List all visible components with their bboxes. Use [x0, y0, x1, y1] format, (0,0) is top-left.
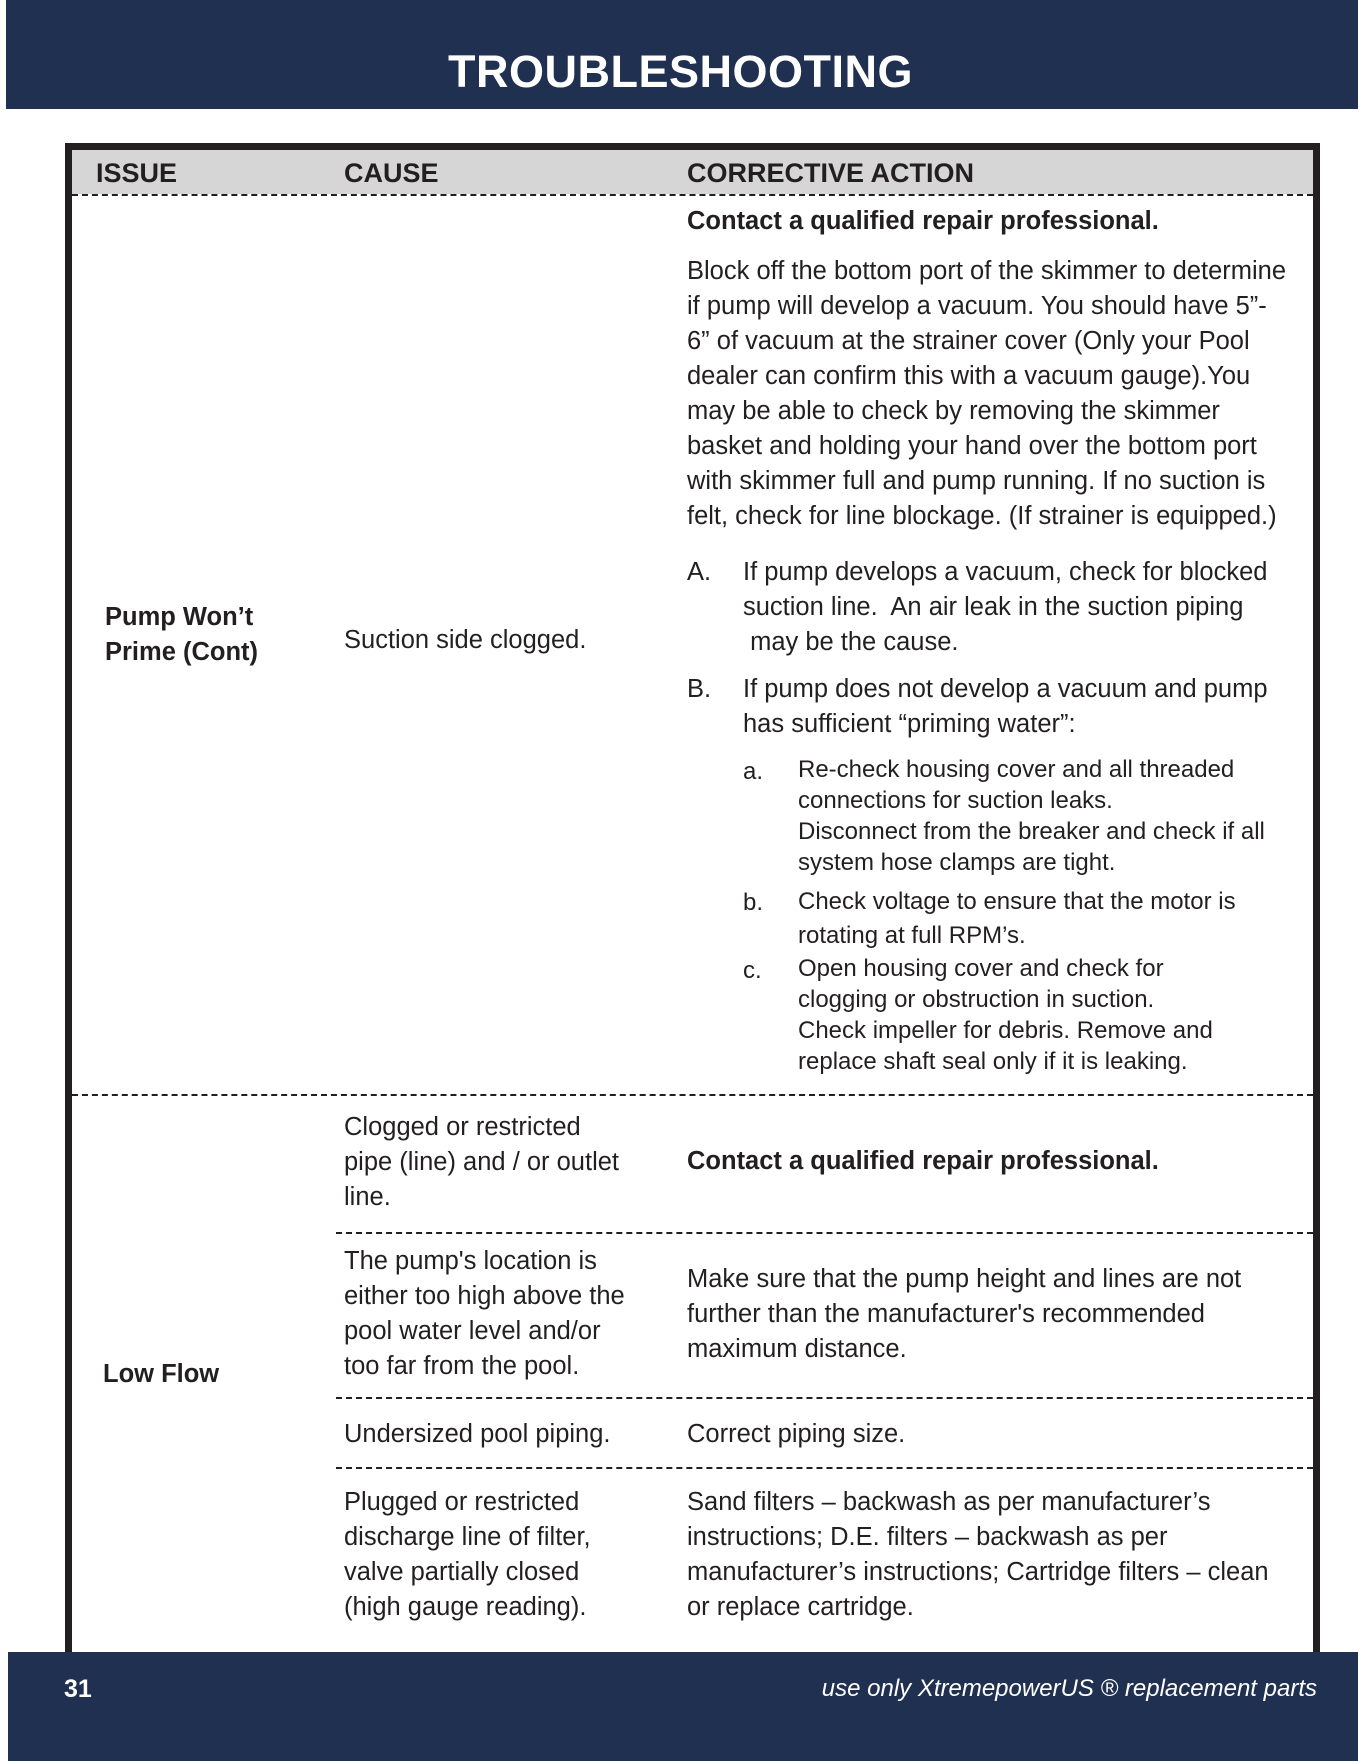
column-header-cause: CAUSE — [344, 158, 439, 188]
list-marker-c: c. — [743, 957, 762, 984]
list-item-line: clogging or obstruction in suction. — [798, 986, 1155, 1013]
paragraph-line: Block off the bottom port of the skimmer to determine — [687, 257, 1287, 285]
action-line: Sand filters – backwash as per manufacturer’s — [687, 1488, 1211, 1516]
action-text — [687, 1262, 1241, 1367]
cause-line: too far from the pool. — [344, 1352, 580, 1380]
contact-professional-text: Contact a qualified repair professional. — [687, 1147, 1159, 1175]
list-item-line: Open housing cover and check for — [798, 955, 1164, 982]
page-title: TROUBLESHOOTING — [448, 46, 913, 97]
list-item-line: Disconnect from the breaker and check if all — [798, 818, 1265, 845]
list-item-line: may be the cause. — [743, 628, 959, 656]
list-item-line: If pump develops a vacuum, check for blocked — [743, 558, 1268, 586]
cause-line: pipe (line) and / or outlet — [344, 1148, 619, 1176]
action-line: further than the manufacturer's recommended — [687, 1300, 1205, 1328]
row-divider — [72, 1094, 1313, 1096]
action-line: Make sure that the pump height and lines are not — [687, 1265, 1242, 1293]
list-item-line: Re-check housing cover and all threaded — [798, 756, 1235, 783]
cause-text: Undersized pool piping. — [344, 1420, 611, 1448]
paragraph-line: basket and holding your hand over the bottom port — [687, 432, 1257, 460]
issue-label — [105, 600, 258, 670]
cause-line: valve partially closed — [344, 1558, 580, 1586]
cause-line: (high gauge reading). — [344, 1593, 587, 1621]
list-marker-B: B. — [687, 675, 712, 703]
column-header-issue: ISSUE — [96, 158, 178, 188]
sub-row-divider — [336, 1397, 1313, 1399]
list-item-line: has sufficient “priming water”: — [743, 710, 1076, 738]
action-line: or replace cartridge. — [687, 1593, 914, 1621]
action-line: instructions; D.E. filters – backwash as per — [687, 1523, 1168, 1551]
issue-label: Low Flow — [103, 1360, 220, 1388]
vacuum-check-paragraph — [687, 254, 1286, 534]
paragraph-line: with skimmer full and pump running. If no suction is — [687, 467, 1266, 495]
footer-note: use only XtremepowerUS ® replacement parts — [821, 1675, 1317, 1702]
footer-bar — [8, 1652, 1358, 1761]
list-marker-A: A. — [687, 558, 712, 586]
list-item-B — [743, 672, 1268, 742]
paragraph-line: if pump will develop a vacuum. You should have 5”- — [687, 292, 1267, 320]
sub-row-divider — [336, 1467, 1313, 1469]
list-item-line: Check impeller for debris. Remove and — [798, 1017, 1213, 1044]
cause-text: Suction side clogged. — [344, 626, 587, 654]
list-item-a — [798, 754, 1265, 878]
list-item-A — [743, 555, 1267, 660]
action-text — [687, 1485, 1269, 1625]
list-item-b — [798, 885, 1236, 953]
paragraph-line: felt, check for line blockage. (If strainer is equipped.) — [687, 502, 1277, 530]
sub-row-divider — [336, 1232, 1313, 1234]
contact-professional-text: Contact a qualified repair professional. — [687, 207, 1159, 235]
cause-line: either too high above the — [344, 1282, 625, 1310]
cause-line: discharge line of filter, — [344, 1523, 591, 1551]
paragraph-line: may be able to check by removing the skimmer — [687, 397, 1220, 425]
cause-line: line. — [344, 1183, 391, 1211]
action-line: manufacturer’s instructions; Cartridge filters – clean — [687, 1558, 1269, 1586]
list-item-line: replace shaft seal only if it is leaking. — [798, 1048, 1188, 1075]
paragraph-line: 6” of vacuum at the strainer cover (Only your Pool — [687, 327, 1250, 355]
list-marker-a: a. — [743, 758, 764, 785]
cause-line: pool water level and/or — [344, 1317, 601, 1345]
list-marker-b: b. — [743, 889, 764, 916]
list-item-line: system hose clamps are tight. — [798, 849, 1116, 876]
list-item-line: connections for suction leaks. — [798, 787, 1113, 814]
column-header-corrective-action: CORRECTIVE ACTION — [687, 158, 975, 188]
list-item-c — [798, 953, 1213, 1077]
cause-line: The pump's location is — [344, 1247, 597, 1275]
list-item-line: rotating at full RPM’s. — [798, 922, 1026, 949]
header-divider — [72, 194, 1313, 196]
cause-line: Plugged or restricted — [344, 1488, 580, 1516]
action-text: Correct piping size. — [687, 1420, 906, 1448]
list-item-line: If pump does not develop a vacuum and pump — [743, 675, 1268, 703]
action-line: maximum distance. — [687, 1335, 907, 1363]
list-item-line: suction line. An air leak in the suction piping — [743, 593, 1244, 621]
cause-line: Clogged or restricted — [344, 1113, 581, 1141]
list-item-line: Check voltage to ensure that the motor is — [798, 888, 1236, 915]
issue-line: Pump Won’t — [105, 603, 254, 631]
page-number: 31 — [64, 1675, 92, 1703]
cause-text — [344, 1244, 625, 1384]
cause-text — [344, 1110, 619, 1215]
cause-text — [344, 1485, 591, 1625]
paragraph-line: dealer can confirm this with a vacuum gauge).You — [687, 362, 1251, 390]
issue-line: Prime (Cont) — [105, 638, 258, 666]
